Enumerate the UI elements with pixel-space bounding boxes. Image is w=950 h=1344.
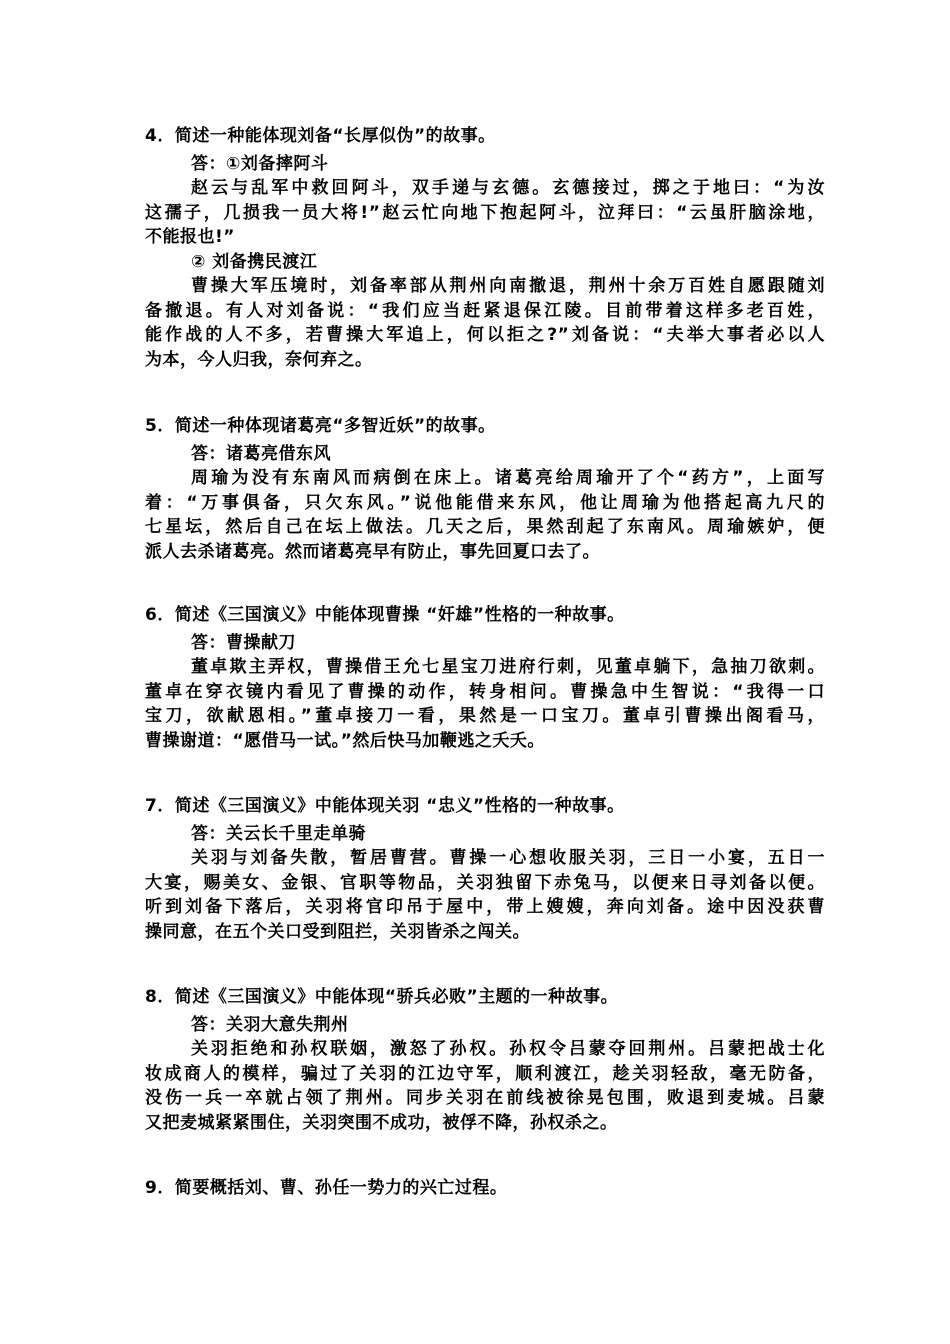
question-4-title: 4．简述一种能体现刘备“长厚似伪”的故事。 xyxy=(145,126,496,146)
question-6-title: 6．简述《三国演义》中能体现曹操 “奸雄”性格的一种故事。 xyxy=(145,605,625,625)
question-4-story-1-line-2: 这孺子，几损我一员大将!”赵云忙向地下抱起阿斗，泣拜曰：“云虽肝脑涂地， xyxy=(145,202,825,223)
question-4 xyxy=(145,124,825,372)
question-7 xyxy=(145,794,825,944)
question-8-story-line-2: 妆成商人的模样，骗过了关羽的江边守军，顺利渡江，趁关羽轻敌，毫无防备， xyxy=(145,1063,825,1084)
question-7-story-line-4: 操同意，在五个关口受到阻拦，关羽皆杀之闯关。 xyxy=(145,921,530,942)
question-4-story-2-line-4: 为本，今人归我，奈何弃之。 xyxy=(145,349,373,370)
question-6-answer: 答：曹操献刀 xyxy=(191,632,296,653)
question-4-story-1-line-1: 赵云与乱军中救回阿斗，双手递与玄德。玄德接过，掷之于地曰：“为汝 xyxy=(191,178,825,198)
question-7-title: 7．简述《三国演义》中能体现关羽 “忠义”性格的一种故事。 xyxy=(145,796,625,816)
question-5-answer: 答：诸葛亮借东风 xyxy=(191,443,331,464)
question-6-story-line-4: 曹操谢道：“愿借马一试。”然后快马加鞭逃之夭夭。 xyxy=(145,730,545,751)
question-4-answer-2: ② 刘备携民渡江 xyxy=(191,251,318,272)
question-5-story-line-1: 周瑜为没有东南风而病倒在床上。诸葛亮给周瑜开了个“药方”，上面写 xyxy=(191,468,825,488)
question-4-story-1-line-3: 不能报也!” xyxy=(145,227,235,247)
question-5-story-line-3: 七星坛，然后自己在坛上做法。几天之后，果然刮起了东南风。周瑜嫉妒，便 xyxy=(145,517,825,537)
question-6-story-line-2: 董卓在穿衣镜内看见了曹操的动作，转身相问。曹操急中生智说：“我得一口 xyxy=(145,681,825,702)
question-8 xyxy=(145,985,825,1135)
question-9 xyxy=(145,1176,825,1204)
question-8-story-line-4: 又把麦城紧紧围住，关羽突围不成功，被俘不降，孙权杀之。 xyxy=(145,1112,618,1133)
question-8-story-line-1: 关羽拒绝和孙权联姻，激怒了孙权。孙权令吕蒙夺回荆州。吕蒙把战士化 xyxy=(191,1039,825,1059)
question-7-story-line-2: 大宴，赐美女、金银、官职等物品，关羽独留下赤兔马，以便来日寻刘备以便。 xyxy=(145,872,825,893)
question-8-title: 8．简述《三国演义》中能体现“骄兵必败”主题的一种故事。 xyxy=(145,987,619,1007)
question-4-answer-1: 答：①刘备摔阿斗 xyxy=(191,153,329,174)
question-9-title: 9．简要概括刘、曹、孙任一势力的兴亡过程。 xyxy=(145,1178,508,1198)
question-7-story-line-1: 关羽与刘备失散，暂居曹营。曹操一心想收服关羽，三日一小宴，五日一 xyxy=(191,848,825,868)
question-6-story-line-3: 宝刀，欲献恩相。”董卓接刀一看，果然是一口宝刀。董卓引曹操出阁看马， xyxy=(145,706,825,726)
question-4-story-2-line-1: 曹操大军压境时，刘备率部从荆州向南撤退，荆州十余万百姓自愿跟随刘 xyxy=(191,276,825,296)
question-8-answer: 答：关羽大意失荆州 xyxy=(191,1014,349,1035)
question-7-answer: 答：关云长千里走单骑 xyxy=(191,823,366,844)
question-4-story-2-line-3: 能作战的人不多，若曹操大军追上，何以拒之?”刘备说：“夫举大事者必以人 xyxy=(145,325,825,345)
question-8-story-line-3: 没伤一兵一卒就占领了荆州。同步关羽在前线被徐晃包围，败退到麦城。吕蒙 xyxy=(145,1088,825,1108)
question-6 xyxy=(145,603,825,753)
question-5 xyxy=(145,414,825,564)
question-5-story-line-2: 着：“万事俱备，只欠东风。”说他能借来东风，他让周瑜为他搭起高九尺的 xyxy=(145,492,825,513)
question-6-story-line-1: 董卓欺主弄权，曹操借王允七星宝刀进府行刺，见董卓躺下，急抽刀欲刺。 xyxy=(191,657,825,677)
question-5-story-line-4: 派人去杀诸葛亮。然而诸葛亮早有防止，事先回夏口去了。 xyxy=(145,541,600,562)
question-4-story-2-line-2: 备撤退。有人对刘备说：“我们应当赶紧退保江陵。目前带着这样多老百姓， xyxy=(145,300,825,321)
question-7-story-line-3: 听到刘备下落后，关羽将官印吊于屋中，带上嫂嫂，奔向刘备。途中因没获曹 xyxy=(145,897,825,917)
question-5-title: 5．简述一种体现诸葛亮“多智近妖”的故事。 xyxy=(145,416,496,436)
